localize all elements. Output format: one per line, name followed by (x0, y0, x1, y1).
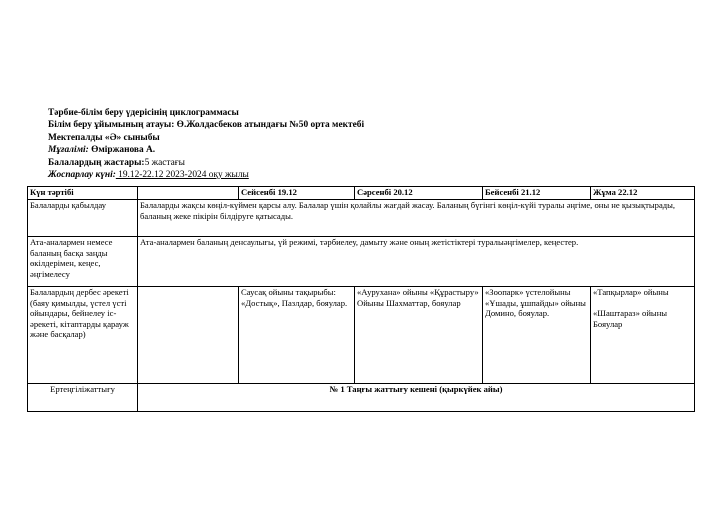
col-header-blank (138, 187, 239, 200)
class-name: Мектепалды «Ә» сыныбы (48, 132, 160, 143)
row-label-independent-activity: Балалардың дербес әрекеті (баяу қимылды, үстел үсті ойындары, бейнелеу іс- әрекеті, кітаптарды қарауж және басқалар) (28, 287, 138, 384)
row-content-morning-exercise: № 1 Таңғы жаттығу кешені (қыркүйек айы) (138, 384, 695, 412)
date-value: 19.12-22.12 2023-2024 оқу жылы (115, 170, 249, 181)
schedule-table (27, 186, 695, 412)
table-row (28, 384, 695, 412)
col-header-thursday: Бейсенбі 21.12 (483, 187, 591, 200)
activity-cell-friday: «Тапқырлар» ойыны «Шаштараз» ойыны Бояулар (591, 287, 695, 384)
date-line (48, 169, 364, 181)
table-row (28, 200, 695, 237)
doc-title: Тәрбие-білім беру үдерісінің циклограммасы (48, 108, 239, 118)
class-line (48, 132, 364, 144)
row-label-morning-exercise: Ертеңгіліжаттығу (28, 384, 138, 412)
table-header-row (28, 187, 695, 200)
row-label-reception: Балаларды қабылдау (28, 200, 138, 237)
col-header-tuesday: Сейсенбі 19.12 (239, 187, 355, 200)
col-header-wednesday: Сәрсенбі 20.12 (355, 187, 483, 200)
table-row (28, 237, 695, 287)
age-label: Балалардың жастары: (48, 157, 145, 168)
teacher-name: Өміржанова А. (88, 145, 156, 156)
activity-cell-wednesday: «Аурухана» ойыны «Құрастыру» Ойыны Шахматтар, бояулар (355, 287, 483, 384)
table-row (28, 287, 695, 384)
teacher-label: Мұғалімі: (48, 145, 89, 156)
date-label: Жоспарлау күні: (48, 170, 116, 181)
col-header-friday: Жұма 22.12 (591, 187, 695, 200)
activity-cell-blank (138, 287, 239, 384)
col-header-daily-routine: Күн тәртібі (28, 187, 138, 200)
age-value: 5 жастағы (144, 157, 185, 168)
teacher-line (48, 144, 364, 156)
age-line (48, 157, 364, 169)
row-content-reception: Балаларды жақсы көңіл-күймен қарсы алу. Балалар үшін қолайлы жағдай жасау. Баланың бүгінгі көңіл-күйі туралы әңгіме, оны не қызықтырады, баланың жеке пікірін білдіруге қатысады. (138, 200, 695, 237)
organization-name: Білім беру ұйымының атауы: Ө.Жолдасбеков атындағы №50 орта мектебі (48, 120, 365, 131)
row-content-parents: Ата-аналармен баланың денсаулығы, үй режимі, тәрбиелеу, дамыту және оның жетістіктері туралыәңгімелер, кеңестер. (138, 237, 695, 287)
row-label-parents: Ата-аналармен немесе баланың басқа заңды өкілдерімен, кеңес, әңгімелесу (28, 237, 138, 287)
activity-cell-thursday: «Зоопарк» үстелойыны «Ұшады, ұшпайды» ойыны Домино, бояулар. (483, 287, 591, 384)
document-header (48, 107, 364, 181)
activity-cell-tuesday: Саусақ ойыны тақырыбы: «Достық», Пазлдар, бояулар. (239, 287, 355, 384)
